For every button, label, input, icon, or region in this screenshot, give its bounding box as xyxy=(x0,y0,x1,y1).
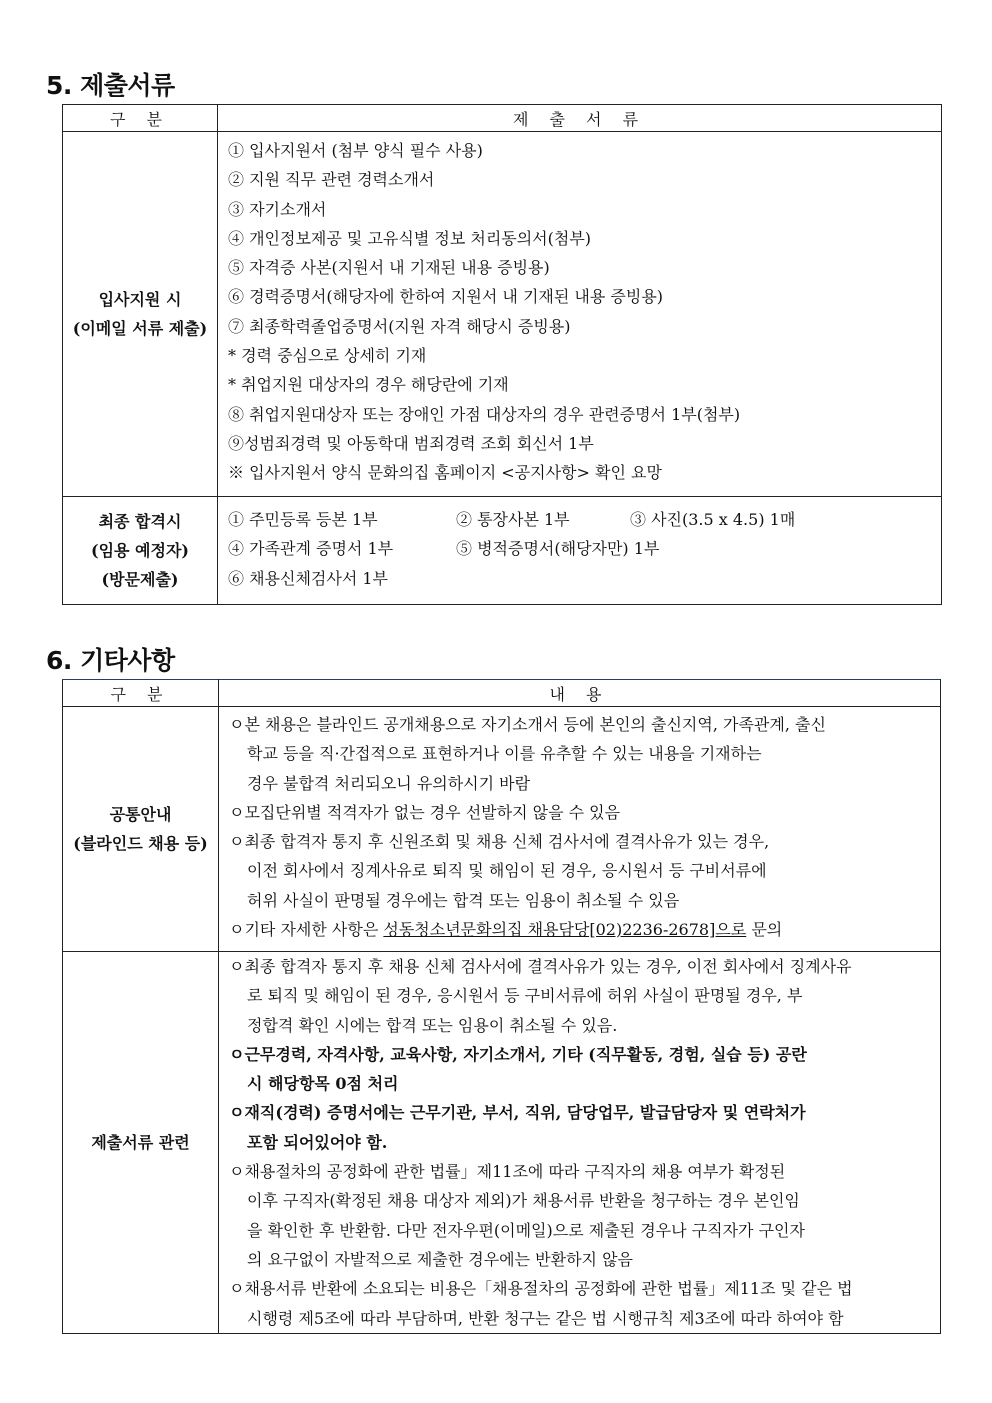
header-category: 구 분 xyxy=(63,680,219,707)
label-line: 공통안내 xyxy=(109,805,172,824)
note-line: ㅇ최종 합격자 통지 후 채용 신체 검사서에 결격사유가 있는 경우, 이전 회사에서 징계사유 xyxy=(229,957,852,976)
doc-military: ⑤ 병적증명서(해당자만) 1부 xyxy=(456,539,660,559)
table-header-row xyxy=(63,105,942,132)
doc-resident-register: ① 주민등록 등본 1부 xyxy=(228,510,378,529)
header-documents: 제 출 서 류 xyxy=(218,105,942,132)
row-label-application xyxy=(63,132,218,497)
documents-notes-content xyxy=(219,952,941,1334)
list-item: * 경력 중심으로 상세히 기재 xyxy=(228,346,427,366)
table-header-row xyxy=(63,680,941,707)
list-item: * 취업지원 대상자의 경우 해당란에 기재 xyxy=(228,375,509,395)
notice-line: ㅇ최종 합격자 통지 후 신원조회 및 채용 신체 검사서에 결격사유가 있는 경우, xyxy=(229,832,770,852)
note-line: ㅇ재직(경력) 증명서에는 근무기관, 부서, 직위, 담당업무, 발급담당자 및 연락처가 xyxy=(229,1103,806,1123)
list-item xyxy=(218,505,941,534)
list-item: ④ 개인정보제공 및 고유식별 정보 처리동의서(첨부) xyxy=(228,228,592,248)
header-content: 내 용 xyxy=(219,680,941,707)
contact-info: 성동청소년문화의집 채용담당[02)2236-2678]으로 xyxy=(383,920,747,940)
application-documents-list xyxy=(218,132,942,497)
list-item: ⑤ 자격증 사본(지원서 내 기재된 내용 증빙용) xyxy=(228,258,550,278)
table-row xyxy=(63,707,941,952)
label-line: (임용 예정자) xyxy=(91,541,189,560)
list-item: ⑧ 취업지원대상자 또는 장애인 가점 대상자의 경우 관련증명서 1부(첨부) xyxy=(228,404,741,424)
note-line: ㅇ채용서류 반환에 소요되는 비용은「채용절차의 공정화에 관한 법률」제11조 및 같은 법 xyxy=(229,1279,853,1299)
label-line: (블라인드 채용 등) xyxy=(73,834,208,853)
row-label-common-notice xyxy=(63,707,219,952)
note-line: 정합격 확인 시에는 합격 또는 임용이 취소될 수 있음. xyxy=(247,1015,618,1035)
row-label-final-pass xyxy=(63,497,218,605)
list-item: ③ 자기소개서 xyxy=(228,199,327,219)
note-line: 로 퇴직 및 해임이 된 경우, 응시원서 등 구비서류에 허위 사실이 판명될 경우, 부 xyxy=(247,986,803,1006)
list-item: ※ 입사지원서 양식 문화의집 홈페이지 <공지사항> 확인 요망 xyxy=(228,463,662,483)
list-item: ② 지원 직무 관련 경력소개서 xyxy=(228,170,435,190)
notice-line: 허위 사실이 판명될 경우에는 합격 또는 임용이 취소될 수 있음 xyxy=(247,890,680,910)
section6-title: 6. 기타사항 xyxy=(46,646,175,675)
final-pass-documents-list xyxy=(218,497,942,605)
doc-family-relation: ④ 가족관계 증명서 1부 xyxy=(228,539,394,559)
list-item: ① 입사지원서 (첨부 양식 필수 사용) xyxy=(228,141,483,160)
list-item xyxy=(218,534,941,563)
note-line: ㅇ채용절차의 공정화에 관한 법률」제11조에 따라 구직자의 채용 여부가 확정된 xyxy=(229,1162,786,1182)
table-row xyxy=(63,952,941,1334)
table-row xyxy=(63,132,942,497)
note-line: 이후 구직자(확정된 채용 대상자 제외)가 채용서류 반환을 청구하는 경우 본인임 xyxy=(247,1191,800,1211)
note-line: 시 해당항목 0점 처리 xyxy=(247,1074,399,1094)
doc-bankbook: ② 통장사본 1부 xyxy=(456,510,570,529)
notice-line xyxy=(219,915,940,944)
notice-line: ㅇ본 채용은 블라인드 공개채용으로 자기소개서 등에 본인의 출신지역, 가족관계, 출신 xyxy=(229,715,826,734)
list-item: ⑦ 최종학력졸업증명서(지원 자격 해당시 증빙용) xyxy=(228,316,571,336)
table-row xyxy=(63,497,942,605)
note-line: 의 요구없이 자발적으로 제출한 경우에는 반환하지 않음 xyxy=(247,1249,634,1269)
notice-line: 학교 등을 직·간접적으로 표현하거나 이를 유추할 수 있는 내용을 기재하는 xyxy=(247,744,762,764)
contact-suffix: 문의 xyxy=(746,920,783,940)
section5-title: 5. 제출서류 xyxy=(46,71,175,100)
list-item: ⑨성범죄경력 및 아동학대 범죄경력 조회 회신서 1부 xyxy=(228,433,594,453)
common-notice-content xyxy=(219,707,941,952)
contact-prefix: ㅇ기타 자세한 사항은 xyxy=(229,920,384,940)
label-line: 입사지원 시 xyxy=(98,290,182,309)
note-line: 시행령 제5조에 따라 부담하며, 반환 청구는 같은 법 시행규칙 제3조에 따라 하여야 함 xyxy=(247,1308,844,1328)
notice-line: ㅇ모집단위별 적격자가 없는 경우 선발하지 않을 수 있음 xyxy=(229,802,621,822)
list-item: ⑥ 경력증명서(해당자에 한하여 지원서 내 기재된 내용 증빙용) xyxy=(228,287,664,307)
doc-photo: ③ 사진(3.5 x 4.5) 1매 xyxy=(630,510,796,529)
list-item: ⑥ 채용신체검사서 1부 xyxy=(228,568,388,588)
other-notes-table xyxy=(62,679,941,1334)
note-line: 을 확인한 후 반환함. 다만 전자우편(이메일)으로 제출된 경우나 구직자가 구인자 xyxy=(247,1220,805,1240)
required-documents-table xyxy=(62,104,942,605)
row-label-documents: 제출서류 관련 xyxy=(63,952,219,1334)
header-category: 구 분 xyxy=(63,105,218,132)
note-line: ㅇ근무경력, 자격사항, 교육사항, 자기소개서, 기타 (직무활동, 경험, 실습 등) 공란 xyxy=(229,1044,807,1064)
notice-line: 이전 회사에서 징계사유로 퇴직 및 해임이 된 경우, 응시원서 등 구비서류에 xyxy=(247,861,767,881)
note-line: 포함 되어있어야 함. xyxy=(247,1132,388,1152)
label-line: (방문제출) xyxy=(101,570,179,589)
label-line: 최종 합격시 xyxy=(98,512,182,531)
notice-line: 경우 불합격 처리되오니 유의하시기 바람 xyxy=(247,773,531,793)
label-line: (이메일 서류 제출) xyxy=(72,319,208,338)
